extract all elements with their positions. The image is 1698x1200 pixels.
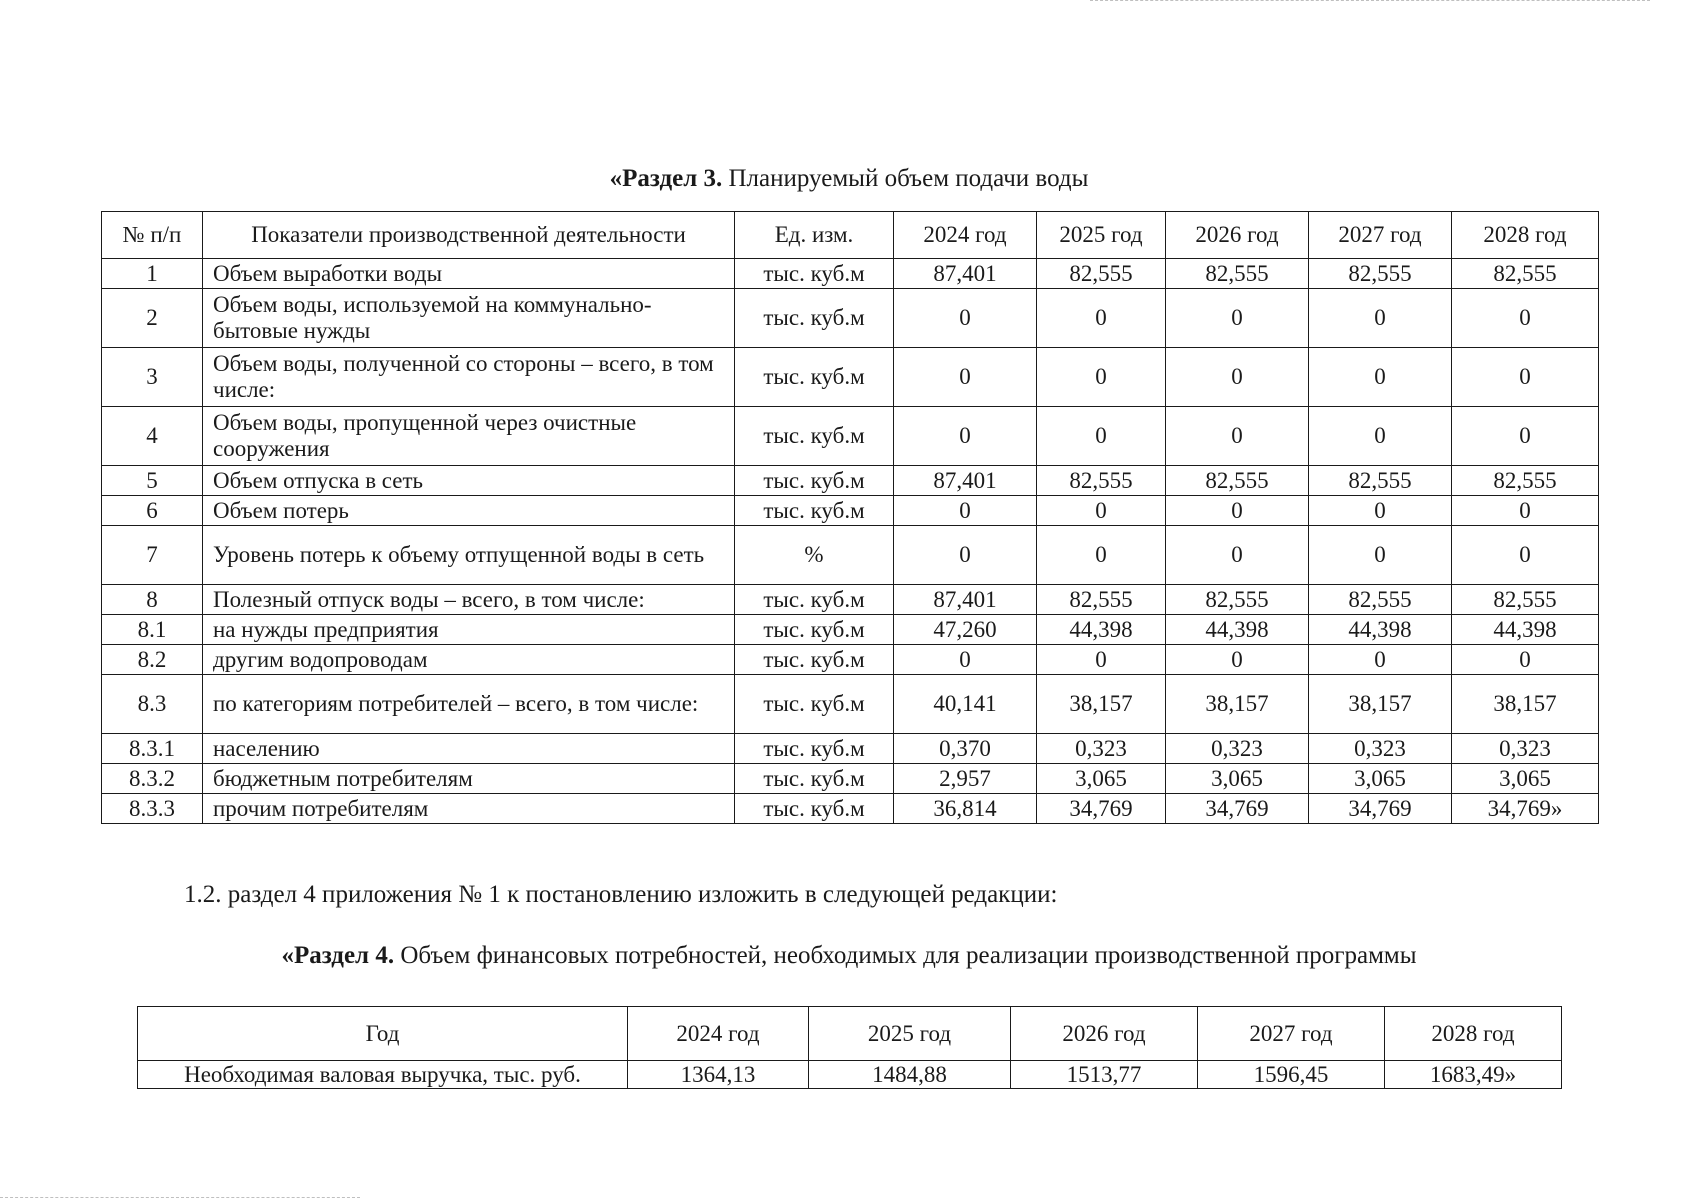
row-number-cell: 6 xyxy=(102,496,203,526)
unit-cell: % xyxy=(735,526,894,585)
value-cell: 2,957 xyxy=(894,764,1037,794)
value-cell: 0 xyxy=(1037,348,1166,407)
table-row xyxy=(102,615,1599,645)
value-cell: 82,555 xyxy=(1166,259,1309,289)
value-cell: 36,814 xyxy=(894,794,1037,824)
unit-cell: тыс. куб.м xyxy=(735,496,894,526)
value-cell: 82,555 xyxy=(1452,585,1599,615)
indicator-name-cell: бюджетным потребителям xyxy=(203,764,735,794)
value-cell: 0 xyxy=(894,289,1037,348)
value-cell: 1513,77 xyxy=(1011,1061,1198,1089)
value-cell: 34,769 xyxy=(1309,794,1452,824)
row-number-cell: 3 xyxy=(102,348,203,407)
value-cell: 0,370 xyxy=(894,734,1037,764)
value-cell: 0 xyxy=(894,496,1037,526)
header-cell: 2026 год xyxy=(1011,1007,1198,1061)
indicator-name-cell: Объем воды, используемой на коммунально-бытовые нужды xyxy=(203,289,735,348)
unit-cell: тыс. куб.м xyxy=(735,348,894,407)
row-label-cell: Необходимая валовая выручка, тыс. руб. xyxy=(138,1061,628,1089)
value-cell: 3,065 xyxy=(1166,764,1309,794)
row-number-cell: 4 xyxy=(102,407,203,466)
water-supply-table-body xyxy=(102,212,1599,824)
table-row xyxy=(102,289,1599,348)
header-cell: Ед. изм. xyxy=(735,212,894,259)
row-number-cell: 8.3.1 xyxy=(102,734,203,764)
value-cell: 0 xyxy=(1452,496,1599,526)
value-cell: 0 xyxy=(1452,645,1599,675)
header-cell: 2026 год xyxy=(1166,212,1309,259)
indicator-name-cell: по категориям потребителей – всего, в том числе: xyxy=(203,675,735,734)
header-cell: 2025 год xyxy=(809,1007,1011,1061)
value-cell: 0 xyxy=(1309,407,1452,466)
header-cell: 2028 год xyxy=(1385,1007,1562,1061)
row-number-cell: 8.3 xyxy=(102,675,203,734)
indicator-name-cell: Полезный отпуск воды – всего, в том числе: xyxy=(203,585,735,615)
indicator-name-cell: населению xyxy=(203,734,735,764)
row-number-cell: 5 xyxy=(102,466,203,496)
value-cell: 38,157 xyxy=(1452,675,1599,734)
table-row xyxy=(102,585,1599,615)
value-cell: 0 xyxy=(894,407,1037,466)
value-cell: 82,555 xyxy=(1166,466,1309,496)
value-cell: 82,555 xyxy=(1309,466,1452,496)
value-cell: 0 xyxy=(1166,289,1309,348)
indicator-name-cell: прочим потребителям xyxy=(203,794,735,824)
indicator-name-cell: другим водопроводам xyxy=(203,645,735,675)
table-row xyxy=(102,466,1599,496)
table-row xyxy=(102,794,1599,824)
value-cell: 0 xyxy=(1452,407,1599,466)
row-number-cell: 8 xyxy=(102,585,203,615)
value-cell: 82,555 xyxy=(1309,259,1452,289)
unit-cell: тыс. куб.м xyxy=(735,289,894,348)
value-cell: 0,323 xyxy=(1452,734,1599,764)
row-number-cell: 1 xyxy=(102,259,203,289)
value-cell: 0 xyxy=(1037,407,1166,466)
value-cell: 1683,49» xyxy=(1385,1061,1562,1089)
table-row xyxy=(102,348,1599,407)
value-cell: 3,065 xyxy=(1452,764,1599,794)
paragraph-1-2: 1.2. раздел 4 приложения № 1 к постановлению изложить в следующей редакции: xyxy=(184,881,1058,908)
header-cell: Год xyxy=(138,1007,628,1061)
value-cell: 1364,13 xyxy=(628,1061,809,1089)
row-number-cell: 8.1 xyxy=(102,615,203,645)
value-cell: 38,157 xyxy=(1037,675,1166,734)
indicator-name-cell: Уровень потерь к объему отпущенной воды в сеть xyxy=(203,526,735,585)
value-cell: 0 xyxy=(1452,526,1599,585)
header-cell: 2025 год xyxy=(1037,212,1166,259)
value-cell: 34,769 xyxy=(1037,794,1166,824)
indicator-name-cell: Объем выработки воды xyxy=(203,259,735,289)
value-cell: 0,323 xyxy=(1037,734,1166,764)
value-cell: 87,401 xyxy=(894,585,1037,615)
value-cell: 40,141 xyxy=(894,675,1037,734)
header-cell: 2024 год xyxy=(894,212,1037,259)
indicator-name-cell: Объем потерь xyxy=(203,496,735,526)
value-cell: 0 xyxy=(1166,645,1309,675)
value-cell: 0 xyxy=(1309,348,1452,407)
value-cell: 0 xyxy=(1309,526,1452,585)
row-number-cell: 2 xyxy=(102,289,203,348)
header-cell: Показатели производственной деятельности xyxy=(203,212,735,259)
value-cell: 0 xyxy=(1309,645,1452,675)
section4-title-bold: «Раздел 4. xyxy=(281,942,395,969)
value-cell: 82,555 xyxy=(1037,259,1166,289)
value-cell: 82,555 xyxy=(1452,466,1599,496)
value-cell: 47,260 xyxy=(894,615,1037,645)
value-cell: 34,769» xyxy=(1452,794,1599,824)
table-row xyxy=(102,675,1599,734)
value-cell: 0,323 xyxy=(1166,734,1309,764)
value-cell: 82,555 xyxy=(1166,585,1309,615)
section3-title-rest: Планируемый объем подачи воды xyxy=(722,165,1089,192)
row-number-cell: 7 xyxy=(102,526,203,585)
table-row xyxy=(102,764,1599,794)
value-cell: 0 xyxy=(1037,496,1166,526)
value-cell: 87,401 xyxy=(894,259,1037,289)
value-cell: 1484,88 xyxy=(809,1061,1011,1089)
financial-needs-table xyxy=(137,1006,1562,1089)
header-cell: 2027 год xyxy=(1198,1007,1385,1061)
indicator-name-cell: Объем воды, пропущенной через очистные сооружения xyxy=(203,407,735,466)
unit-cell: тыс. куб.м xyxy=(735,466,894,496)
table-header-row xyxy=(138,1007,1562,1061)
value-cell: 0 xyxy=(894,526,1037,585)
row-number-cell: 8.2 xyxy=(102,645,203,675)
value-cell: 82,555 xyxy=(1452,259,1599,289)
value-cell: 38,157 xyxy=(1166,675,1309,734)
table-row xyxy=(102,407,1599,466)
unit-cell: тыс. куб.м xyxy=(735,259,894,289)
value-cell: 34,769 xyxy=(1166,794,1309,824)
value-cell: 44,398 xyxy=(1166,615,1309,645)
value-cell: 0,323 xyxy=(1309,734,1452,764)
value-cell: 82,555 xyxy=(1309,585,1452,615)
value-cell: 0 xyxy=(1037,289,1166,348)
value-cell: 0 xyxy=(1166,496,1309,526)
table-row xyxy=(102,259,1599,289)
unit-cell: тыс. куб.м xyxy=(735,645,894,675)
value-cell: 82,555 xyxy=(1037,585,1166,615)
value-cell: 1596,45 xyxy=(1198,1061,1385,1089)
value-cell: 0 xyxy=(1037,526,1166,585)
section3-title-bold: «Раздел 3. xyxy=(609,165,723,192)
value-cell: 82,555 xyxy=(1037,466,1166,496)
section3-title xyxy=(0,164,1698,194)
table-row xyxy=(102,734,1599,764)
section4-title-rest: Объем финансовых потребностей, необходимых для реализации производственной программы xyxy=(394,942,1417,969)
value-cell: 44,398 xyxy=(1309,615,1452,645)
header-cell: № п/п xyxy=(102,212,203,259)
value-cell: 0 xyxy=(1452,289,1599,348)
row-number-cell: 8.3.3 xyxy=(102,794,203,824)
value-cell: 0 xyxy=(1309,289,1452,348)
indicator-name-cell: Объем отпуска в сеть xyxy=(203,466,735,496)
header-cell: 2027 год xyxy=(1309,212,1452,259)
unit-cell: тыс. куб.м xyxy=(735,615,894,645)
water-supply-table xyxy=(101,211,1599,824)
value-cell: 0 xyxy=(1452,348,1599,407)
value-cell: 87,401 xyxy=(894,466,1037,496)
header-cell: 2028 год xyxy=(1452,212,1599,259)
value-cell: 38,157 xyxy=(1309,675,1452,734)
indicator-name-cell: Объем воды, полученной со стороны – всего, в том числе: xyxy=(203,348,735,407)
unit-cell: тыс. куб.м xyxy=(735,794,894,824)
unit-cell: тыс. куб.м xyxy=(735,734,894,764)
value-cell: 0 xyxy=(1166,348,1309,407)
unit-cell: тыс. куб.м xyxy=(735,764,894,794)
table-header-row xyxy=(102,212,1599,259)
header-cell: 2024 год xyxy=(628,1007,809,1061)
scan-artifact-top xyxy=(1090,0,1650,3)
value-cell: 0 xyxy=(1166,526,1309,585)
value-cell: 0 xyxy=(1037,645,1166,675)
table-row xyxy=(138,1061,1562,1089)
value-cell: 0 xyxy=(894,645,1037,675)
unit-cell: тыс. куб.м xyxy=(735,407,894,466)
value-cell: 0 xyxy=(894,348,1037,407)
row-number-cell: 8.3.2 xyxy=(102,764,203,794)
indicator-name-cell: на нужды предприятия xyxy=(203,615,735,645)
table-row xyxy=(102,645,1599,675)
table-row xyxy=(102,496,1599,526)
section4-title xyxy=(0,941,1698,971)
table-row xyxy=(102,526,1599,585)
value-cell: 44,398 xyxy=(1452,615,1599,645)
value-cell: 3,065 xyxy=(1309,764,1452,794)
value-cell: 0 xyxy=(1309,496,1452,526)
unit-cell: тыс. куб.м xyxy=(735,585,894,615)
value-cell: 0 xyxy=(1166,407,1309,466)
value-cell: 3,065 xyxy=(1037,764,1166,794)
unit-cell: тыс. куб.м xyxy=(735,675,894,734)
value-cell: 44,398 xyxy=(1037,615,1166,645)
